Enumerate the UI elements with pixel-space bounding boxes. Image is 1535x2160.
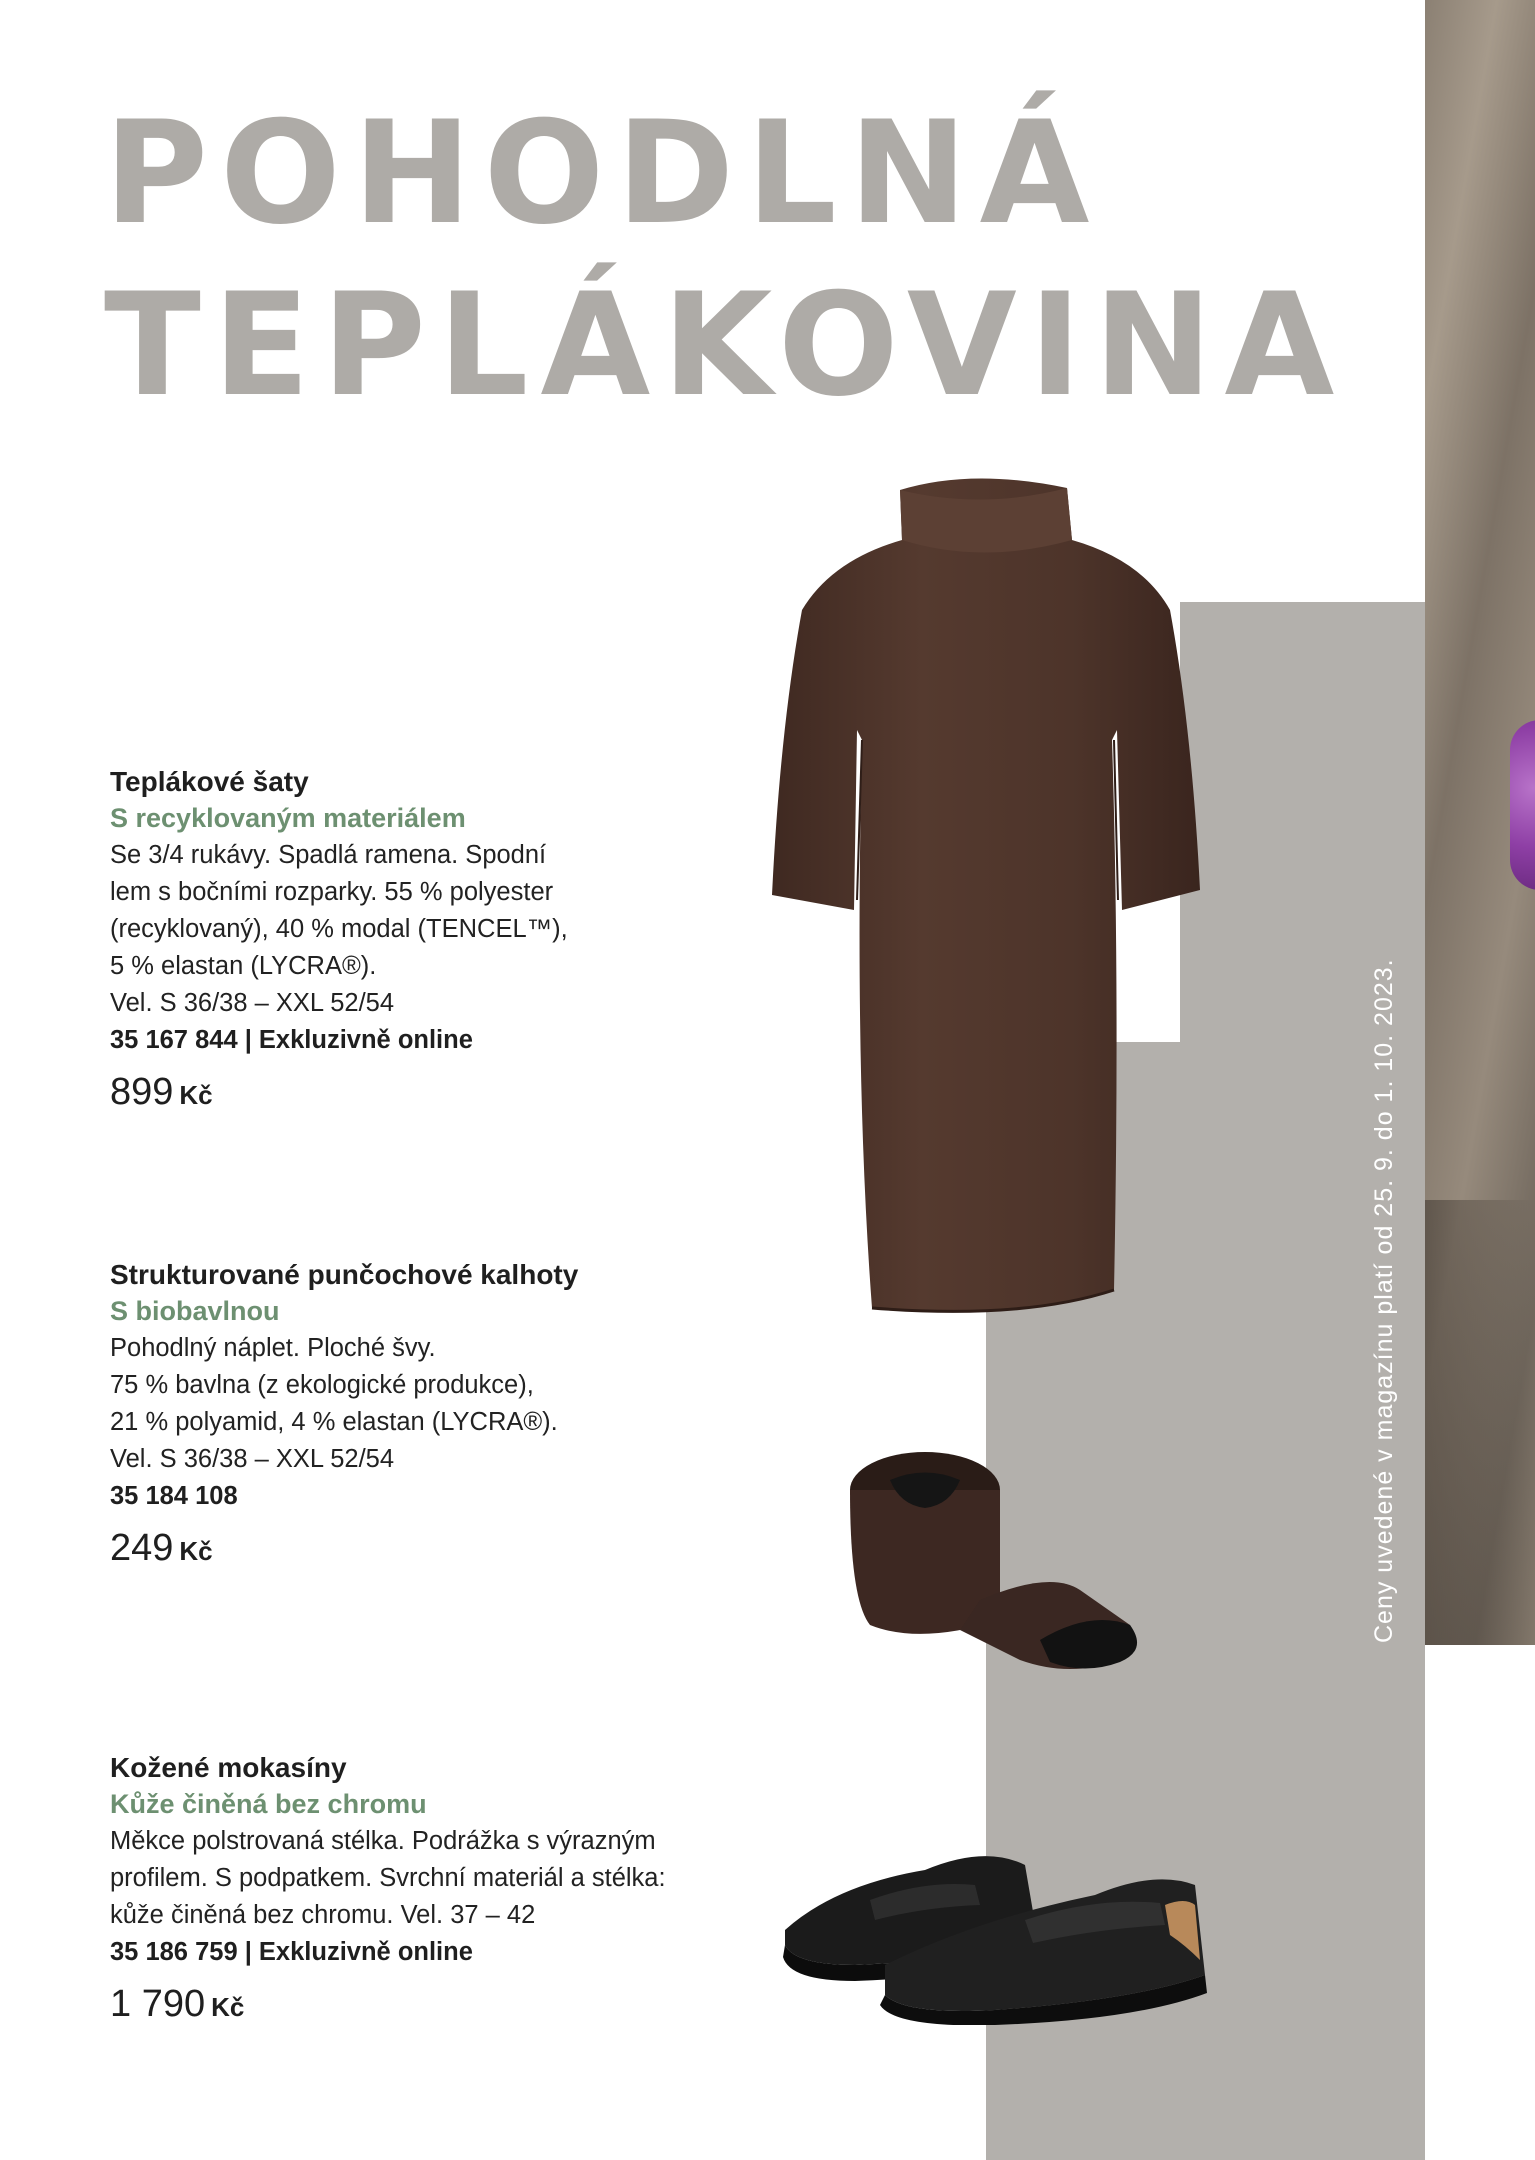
product-code: 35 184 108: [110, 1482, 238, 1510]
product-description-line: Vel. S 36/38 – XXL 52/54: [110, 989, 395, 1017]
product-title: Kožené mokasíny: [110, 1752, 347, 1783]
price-currency: Kč: [211, 1992, 245, 2022]
product-code: 35 167 844 | Exkluzivně online: [110, 1026, 473, 1054]
headline-line-2: TEPLÁKOVINA: [104, 263, 1347, 428]
price-currency: Kč: [179, 1080, 213, 1110]
product-price: [110, 1069, 750, 1118]
price-value: 1 790: [110, 1983, 206, 2025]
headline-line-1: POHODLNÁ: [104, 91, 1102, 256]
product-title: Strukturované punčochové kalhoty: [110, 1259, 579, 1290]
page-headline: [104, 88, 1346, 432]
price-validity-note: Ceny uvedené v magazínu platí od 25. 9. do 1. 10. 2023.: [1370, 958, 1398, 1643]
product-description-line: Vel. S 36/38 – XXL 52/54: [110, 1445, 395, 1473]
product-description-line: 75 % bavlna (z ekologické produkce),: [110, 1371, 534, 1399]
product-subtitle: Kůže činěná bez chromu: [110, 1789, 427, 1819]
product-description-line: Pohodlný náplet. Ploché švy.: [110, 1334, 436, 1362]
product-price: [110, 1981, 750, 2030]
product-description-line: 5 % elastan (LYCRA®).: [110, 952, 377, 980]
price-value: 899: [110, 1071, 174, 1113]
dress-image: [722, 470, 1252, 1340]
product-description-line: Měkce polstrovaná stélka. Podrážka s výrazným: [110, 1827, 656, 1855]
product-description-line: (recyklovaný), 40 % modal (TENCEL™),: [110, 915, 568, 943]
model-photo-detail: [1510, 720, 1535, 890]
product-description-line: Se 3/4 rukávy. Spadlá ramena. Spodní: [110, 841, 547, 869]
product-subtitle: S recyklovaným materiálem: [110, 803, 466, 833]
product-description-line: lem s bočními rozparky. 55 % polyester: [110, 878, 554, 906]
product-tights: [110, 1256, 750, 1574]
product-description-line: 21 % polyamid, 4 % elastan (LYCRA®).: [110, 1408, 558, 1436]
product-price: [110, 1525, 750, 1574]
model-photo-shadow: [1425, 1200, 1535, 1645]
product-subtitle: S biobavlnou: [110, 1296, 280, 1326]
product-title: Teplákové šaty: [110, 766, 309, 797]
price-currency: Kč: [179, 1536, 213, 1566]
tights-image: [830, 1450, 1160, 1680]
product-loafers: [110, 1749, 750, 2030]
product-dress: [110, 763, 750, 1118]
product-description-line: kůže činěná bez chromu. Vel. 37 – 42: [110, 1901, 536, 1929]
price-value: 249: [110, 1527, 174, 1569]
product-code: 35 186 759 | Exkluzivně online: [110, 1938, 473, 1966]
loafers-image: [775, 1825, 1225, 2025]
product-description-line: profilem. S podpatkem. Svrchní materiál a stélka:: [110, 1864, 666, 1892]
